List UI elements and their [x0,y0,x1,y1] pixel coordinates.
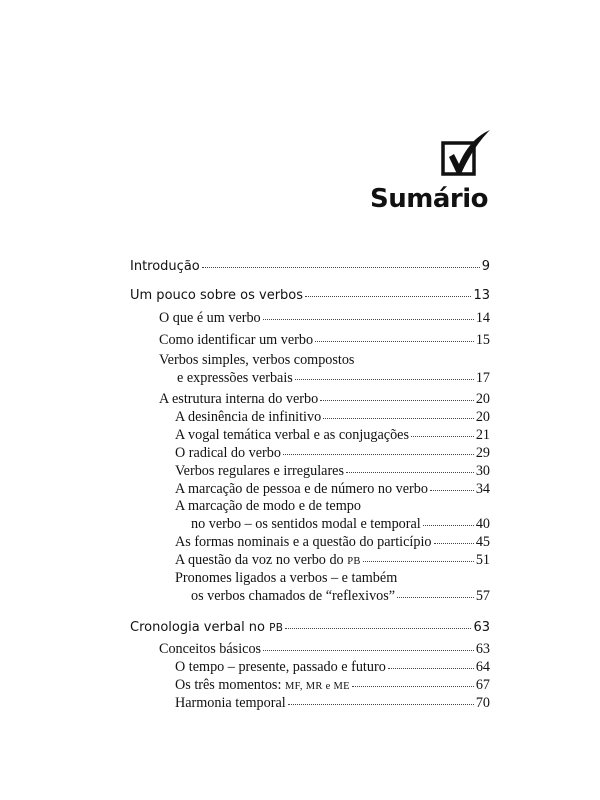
toc-entry-intro[interactable] [130,259,490,274]
toc-entry[interactable] [159,641,490,658]
dot-leader [397,596,474,598]
dot-leader [434,542,474,544]
toc-entry-chapter-2[interactable] [130,620,490,635]
toc-label [175,677,350,694]
toc-label [130,620,283,635]
dot-leader [283,453,474,455]
dot-leader [323,417,474,419]
toc-label [175,552,361,569]
toc-label: O radical do verbo [175,445,281,461]
dot-leader [285,627,471,629]
toc-page: 40 [475,516,490,532]
toc-label: Conceitos básicos [159,641,262,657]
toc-page: 63 [475,641,490,657]
toc-entry[interactable] [175,409,490,426]
toc-page: 63 [473,620,490,635]
dot-leader [263,318,474,320]
toc-label-line[interactable]: A marcação de modo e de tempo [175,498,361,514]
toc-entry[interactable] [159,391,490,408]
toc-label: Harmonia temporal [175,695,286,711]
toc-label: no verbo – os sentidos modal e temporal [191,516,421,532]
toc-page: 13 [473,288,490,303]
toc-label: A estrutura interna do verbo [159,391,319,407]
toc-label: Como identificar um verbo [159,332,314,348]
toc-page: 29 [475,445,490,461]
toc-page: 67 [475,677,490,693]
toc-entry[interactable] [159,332,490,349]
toc-label: Introdução [130,259,200,274]
toc-entry[interactable] [191,516,490,533]
toc-entry[interactable] [175,445,490,462]
toc-label: Verbos regulares e irregulares [175,463,344,479]
dot-leader [388,667,474,669]
dot-leader [430,489,474,491]
dot-leader [305,295,471,297]
toc-entry[interactable] [159,310,490,327]
toc-page: 34 [475,481,490,497]
abbreviation: MF, MR e ME [284,681,350,692]
abbreviation: PB [269,622,284,634]
toc-label: Um pouco sobre os verbos [130,288,304,303]
dot-leader [202,266,480,268]
toc-label: A desinência de infinitivo [175,409,322,425]
toc-page: 17 [475,370,490,386]
toc-page: 20 [475,409,490,425]
toc-label-text: Cronologia verbal no [130,620,266,635]
toc-entry[interactable] [175,534,490,551]
toc-page: 30 [475,463,490,479]
toc-entry[interactable] [175,677,490,694]
toc-page: 57 [475,588,490,604]
toc-entry[interactable] [191,588,490,605]
toc-page: 15 [475,332,490,348]
toc-page: 51 [475,552,490,568]
toc-page: 21 [475,427,490,443]
abbreviation: PB [347,556,361,567]
dot-leader [423,524,474,526]
toc-label-line[interactable]: Pronomes ligados a verbos – e também [175,570,398,586]
page-title: Sumário [370,184,488,214]
dot-leader [315,340,474,342]
toc-page: 14 [475,310,490,326]
toc-label-text: A questão da voz no verbo do [175,552,344,568]
toc-entry[interactable] [175,695,490,712]
dot-leader [363,560,474,562]
toc-page: 20 [475,391,490,407]
toc-label: O tempo – presente, passado e futuro [175,659,386,675]
toc-label: As formas nominais e a questão do particípio [175,534,432,550]
dot-leader [346,471,474,473]
toc-label: A vogal temática verbal e as conjugações [175,427,409,443]
dot-leader [352,685,474,687]
toc-entry[interactable] [175,481,490,498]
toc-page: 64 [475,659,490,675]
dot-leader [295,378,474,380]
toc-entry[interactable] [175,427,490,444]
toc-page: 45 [475,534,490,550]
toc-label-text: Os três momentos: [175,677,282,693]
dot-leader [411,435,474,437]
toc-entry[interactable] [175,659,490,676]
toc-entry-chapter-1[interactable] [130,288,490,303]
dot-leader [263,649,474,651]
toc-page: 9 [481,259,490,274]
dot-leader [288,703,474,705]
toc-entry[interactable] [177,370,490,387]
toc-label: os verbos chamados de “reflexivos” [191,588,396,604]
toc-label: O que é um verbo [159,310,261,326]
toc-page: 70 [475,695,490,711]
toc-entry[interactable] [175,552,490,569]
toc-label-line[interactable]: Verbos simples, verbos compostos [159,352,355,368]
toc-label: e expressões verbais [177,370,293,386]
toc-label: A marcação de pessoa e de número no verbo [175,481,428,497]
dot-leader [320,399,474,401]
toc-entry[interactable] [175,463,490,480]
